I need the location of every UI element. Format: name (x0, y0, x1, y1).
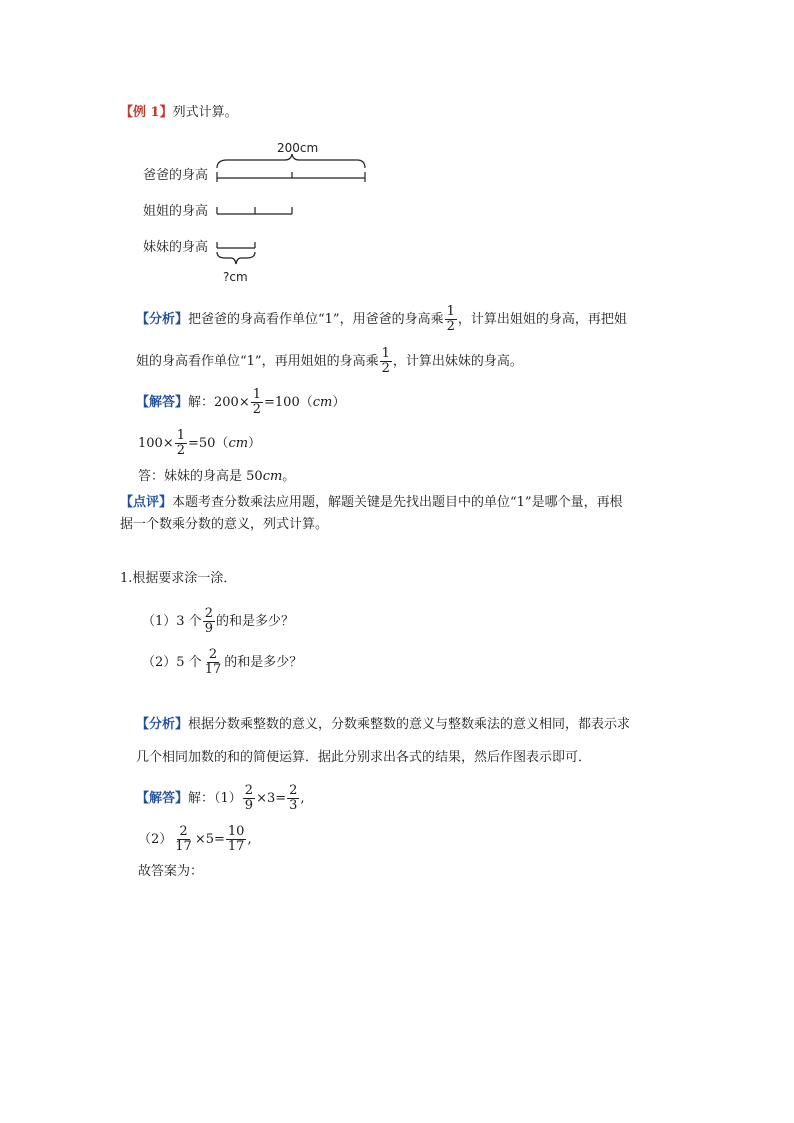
analysis1-text-b: ，计算出姐姐的身高，再把姐 (457, 312, 627, 327)
analysis1-text-c: 姐的身高看作单位“1”，再用姐姐的身高乘 (136, 354, 379, 369)
example-title: 列式计算。 (172, 105, 238, 120)
question2-part1: （1）3 个 $\frac{2}{9}$ 的和是多少？ (142, 606, 294, 636)
analysis1-line2 (136, 347, 523, 376)
fraction: $\frac{2}{9}$ (204, 606, 213, 636)
row-label-father: 爸爸的身高 (143, 168, 209, 183)
height-diagram (137, 136, 369, 288)
top-value-label: 200cm (277, 141, 319, 155)
answer2-line2: （2） $\frac{2}{17}$ ×5= $\frac{10}{17}$ , (138, 824, 252, 854)
analysis1-line1 (136, 305, 627, 334)
fraction: $\frac{2}{17}$ (175, 824, 192, 854)
analysis1-text-d: ，计算出妹妹的身高。 (392, 354, 523, 369)
bottom-value-label: ?cm (223, 270, 248, 284)
answer2-line1: 【解答】解：（1） $\frac{2}{9}$ ×3= $\frac{2}{3}$ , (136, 783, 305, 813)
question2-part2: （2）5 个 $\frac{2}{17}$ 的和是多少？ (142, 647, 303, 677)
answer2-final: 故答案为： (138, 864, 204, 879)
analysis2-line2: 几个相同加数的和的简便运算．据此分别求出各式的结果，然后作图表示即可． (136, 750, 592, 765)
answer2-tag: 【解答】 (136, 791, 189, 806)
comment1-line1: 【点评】本题考查分数乘法应用题，解题关键是先找出题目中的单位“1”是哪个量，再根 (120, 495, 623, 510)
answer1-final: 答：妹妹的身高是 50cm。 (138, 469, 296, 484)
fraction: $\frac{1}{2}$ (381, 346, 390, 376)
comment1-line2: 据一个数乘分数的意义，列式计算。 (120, 517, 329, 532)
fraction: $\frac{2}{9}$ (244, 783, 254, 813)
row-label-sister: 姐姐的身高 (143, 204, 209, 219)
answer1-tag: 【解答】 (136, 395, 189, 410)
example-heading (120, 103, 238, 123)
example-tag: 【例 1】 (120, 105, 173, 120)
comment1-tag: 【点评】 (120, 495, 173, 510)
analysis2-tag: 【分析】 (136, 717, 189, 732)
fraction: $\frac{10}{17}$ (227, 824, 245, 854)
fraction: $\frac{1}{2}$ (176, 428, 185, 458)
analysis2-line1: 【分析】根据分数乘整数的意义，分数乘整数的意义与整数乘法的意义相同，都表示求 (136, 717, 631, 732)
fraction: $\frac{1}{2}$ (252, 387, 262, 417)
question2-title: 1.根据要求涂一涂． (120, 571, 237, 586)
fraction: $\frac{1}{2}$ (446, 304, 455, 334)
answer1-line1: 【解答】解：200× $\frac{1}{2}$ =100（cm） (136, 387, 346, 417)
analysis1-tag: 【分析】 (136, 312, 189, 327)
analysis1-text-a: 把爸爸的身高看作单位“1”，用爸爸的身高乘 (188, 312, 444, 327)
answer1-line2: 100× $\frac{1}{2}$ =50（cm） (138, 428, 262, 458)
fraction: $\frac{2}{3}$ (289, 783, 298, 813)
row-label-younger-sister: 妹妹的身高 (143, 240, 209, 255)
fraction: $\frac{2}{17}$ (204, 647, 222, 677)
